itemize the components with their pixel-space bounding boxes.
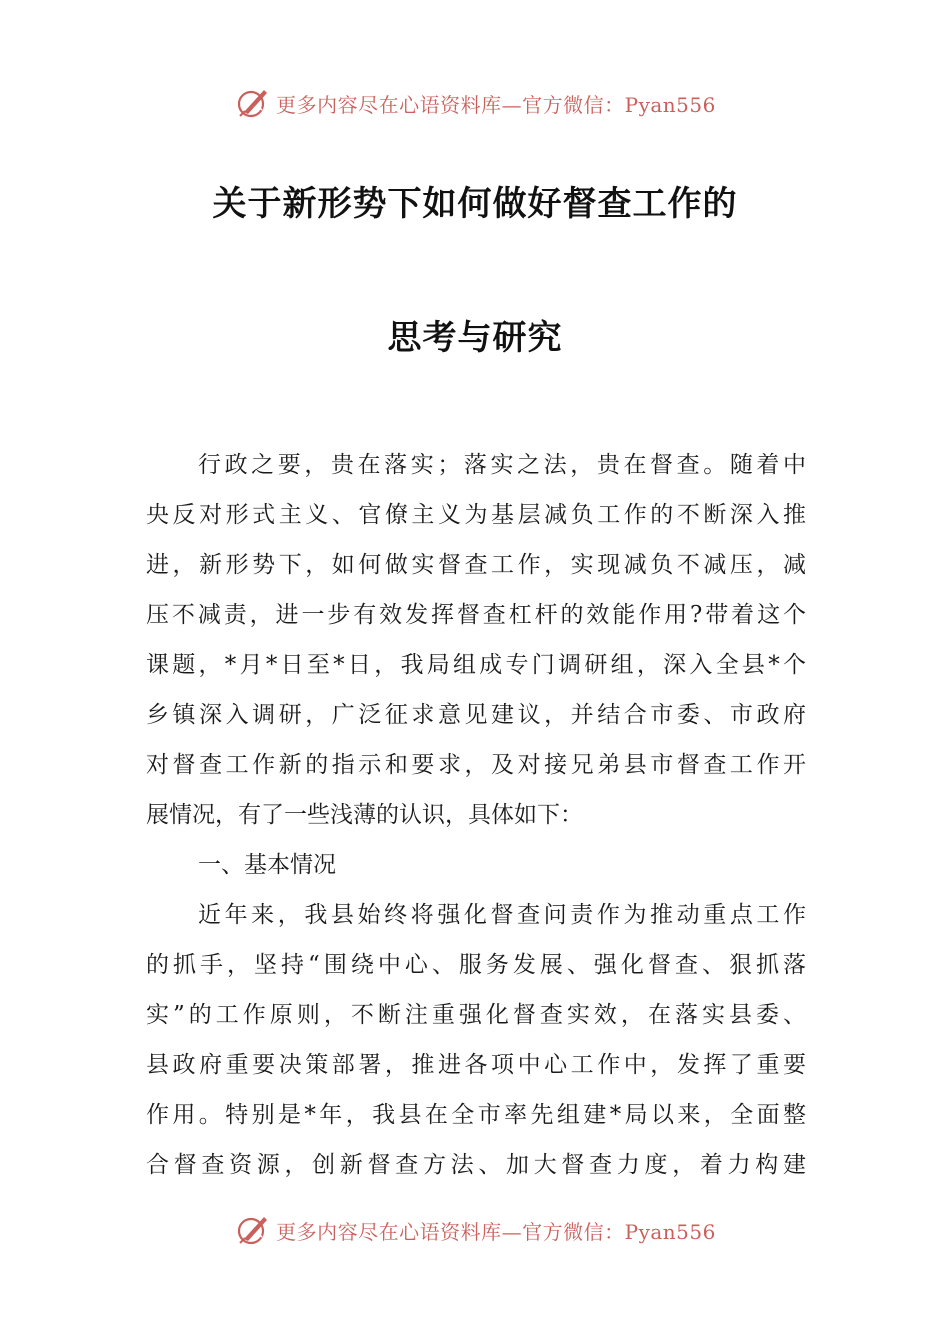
document-title-line-2: 思考与研究	[387, 318, 563, 358]
watermark-text	[276, 1216, 716, 1245]
header-watermark-banner	[0, 83, 950, 123]
body-line: 对督查工作新的指示和要求，及对接兄弟县市督查工作开	[146, 752, 806, 778]
body-line: 展情况，有了一些浅薄的认识，具体如下：	[146, 802, 583, 828]
watermark-wechat-id: Pyan556	[624, 1219, 716, 1244]
body-line: 的抓手，坚持“围绕中心、服务发展、强化督查、狠抓落	[146, 952, 806, 978]
watermark-wechat-id: Pyan556	[624, 92, 716, 117]
body-line: 压不减责，进一步有效发挥督查杠杆的效能作用?带着这个	[146, 602, 806, 628]
body-line: 进，新形势下，如何做实督查工作，实现减负不减压，减	[146, 552, 806, 578]
body-line: 课题，*月*日至*日，我局组成专门调研组，深入全县*个	[146, 652, 806, 678]
document-body	[146, 440, 806, 1190]
body-line: 合督查资源，创新督查方法、加大督查力度，着力构建	[146, 1152, 806, 1178]
footer-watermark-banner	[0, 1210, 950, 1250]
watermark-label: 更多内容尽在心语资料库—官方微信：	[276, 92, 625, 117]
body-line: 行政之要，贵在落实；落实之法，贵在督查。随着中	[198, 452, 806, 478]
section-heading: 一、基本情况	[198, 852, 336, 878]
watermark-text	[276, 89, 716, 118]
document-title-line-1: 关于新形势下如何做好督查工作的	[212, 184, 738, 224]
body-line: 作用。特别是*年，我县在全市率先组建*局以来，全面整	[146, 1102, 806, 1128]
quill-logo-icon	[234, 86, 272, 120]
body-line: 近年来，我县始终将强化督查问责作为推动重点工作	[198, 902, 806, 928]
body-line: 乡镇深入调研，广泛征求意见建议，并结合市委、市政府	[146, 702, 806, 728]
body-line: 央反对形式主义、官僚主义为基层减负工作的不断深入推	[146, 502, 806, 528]
body-line: 实”的工作原则，不断注重强化督查实效，在落实县委、	[146, 1002, 806, 1028]
quill-logo-icon	[234, 1213, 272, 1247]
body-line: 县政府重要决策部署，推进各项中心工作中，发挥了重要	[146, 1052, 806, 1078]
watermark-label: 更多内容尽在心语资料库—官方微信：	[276, 1219, 625, 1244]
